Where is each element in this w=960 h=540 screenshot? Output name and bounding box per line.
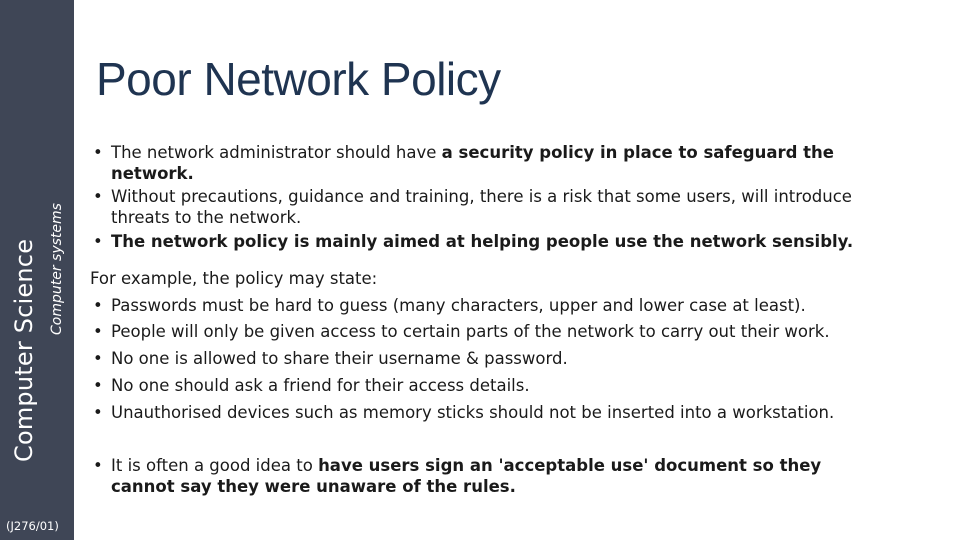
sidebar-title: Computer Science	[10, 238, 38, 462]
example-item: • No one is allowed to share their username & password.	[90, 346, 860, 373]
sidebar	[0, 0, 74, 540]
example-block	[90, 266, 860, 426]
sidebar-subtitle: Computer systems	[49, 203, 65, 335]
example-intro: For example, the policy may state:	[90, 269, 378, 288]
bullet-item: • It is often a good idea to have users sign an 'acceptable use' document so they cannot say they were unaware of the rules.	[90, 456, 860, 497]
slide-title: Poor Network Policy	[96, 53, 501, 105]
bullet-item: • Without precautions, guidance and training, there is a risk that some users, will introduce threats to the network.	[90, 187, 860, 228]
bullet-item: • The network policy is mainly aimed at helping people use the network sensibly.	[90, 232, 860, 253]
example-item: • No one should ask a friend for their access details.	[90, 373, 860, 400]
bullet-item: • The network administrator should have a security policy in place to safeguard the network.	[90, 143, 860, 184]
example-item: • Passwords must be hard to guess (many characters, upper and lower case at least).	[90, 293, 860, 320]
final-bullet-block	[90, 456, 860, 497]
example-item: • Unauthorised devices such as memory sticks should not be inserted into a workstation.	[90, 400, 860, 427]
example-item: • People will only be given access to certain parts of the network to carry out their work.	[90, 319, 860, 346]
top-bullets	[90, 143, 860, 255]
sidebar-spec-code: (J276/01)	[6, 519, 59, 533]
